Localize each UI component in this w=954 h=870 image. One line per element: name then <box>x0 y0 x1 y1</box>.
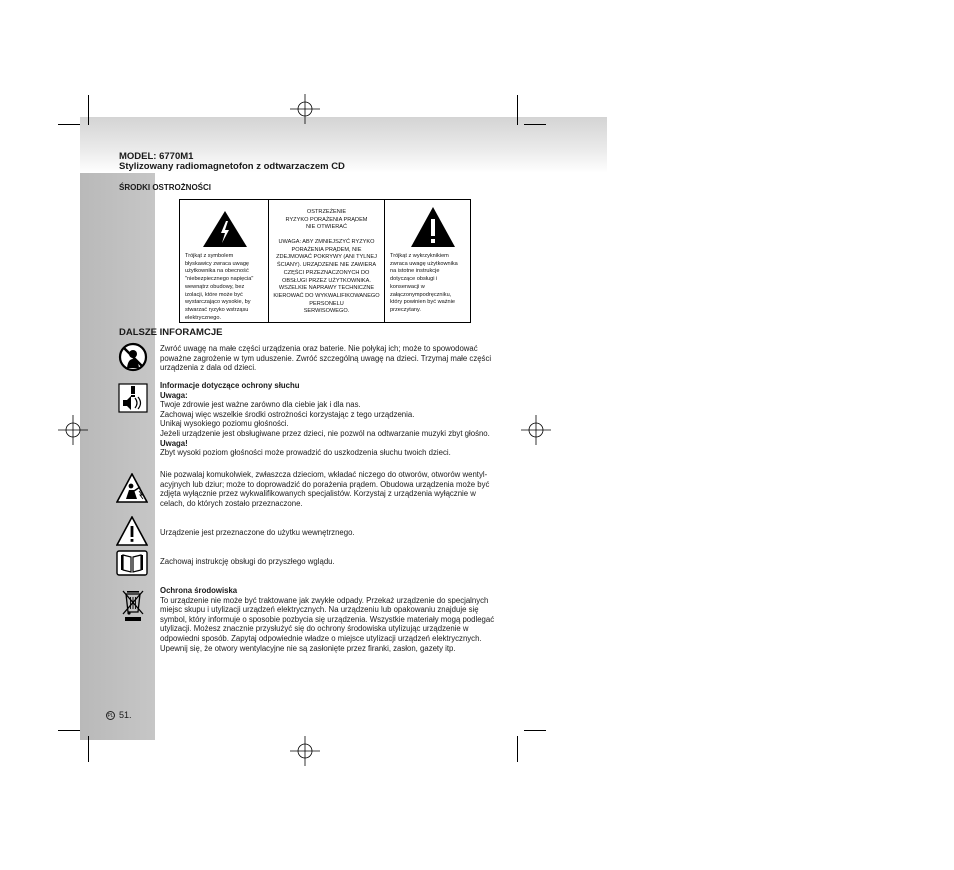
shock-warning-text: Nie pozwalaj komukolwiek, zwłaszcza dzieciom, wkładać niczego do otworów, otworów wentyl- acyjnych lub dziur; może to doprowadzić do porażenia prądem. Obudowa urządzenia może być zdjęta wyłącznie przez wykwalifikowanych specjalistów. Korzystaj z urządzenia wyłącznie w celach, do których zostało przeznaczone. <box>160 470 490 508</box>
crop-mark <box>58 730 80 731</box>
keep-manual-text: Zachowaj instrukcję obsługi do przyszłego wglądu. <box>160 557 335 566</box>
page-number: 51. <box>119 710 132 720</box>
column-divider <box>384 200 385 322</box>
hearing-section: Informacje dotyczące ochrony słuchu Uwaga: Twoje zdrowie jest ważne zarówno dla ciebie jak i dla nas. Zachowaj więc wszelkie środki ostrożności korzystając z tego urządzenia. Unikaj wysokiego poziomu głośności. Jeżeli urządzenie jest obsługiwane przez dzieci, nie pozwól na odtwarzanie muzyki zbyt głośno. Uwaga! Zbyt wysoki poziom głośności może prowadzić do uszkodzenia słuchu twoich dzieci. <box>160 381 512 458</box>
manual-book-icon <box>116 550 148 576</box>
hearing-warning-label: Uwaga! <box>160 438 188 448</box>
lightning-triangle-icon <box>202 210 248 248</box>
product-subtitle: Stylizowany radiomagnetofon z odtwarzaczem CD <box>119 161 345 172</box>
environment-title: Ochrona środowiska <box>160 586 238 595</box>
battery-warning-text: Zwróć uwagę na małe części urządzenia oraz baterie. Nie połykaj ich; może to spowodować poważne zagrożenie w tym uduszenie. Zwróć szczególną uwagę na dzieci. Trzymaj małe części urządzenia z dala od dzieci. <box>160 344 492 373</box>
crop-mark <box>88 95 89 125</box>
crop-mark <box>524 124 546 125</box>
model-title: MODEL: 6770M1 <box>119 151 194 162</box>
registration-mark-icon <box>521 415 551 445</box>
hearing-protection-icon <box>118 383 148 413</box>
hearing-title: Informacje dotyczące ochrony słuchu <box>160 381 300 390</box>
registration-mark-icon <box>290 736 320 766</box>
weee-crossed-bin-icon <box>120 588 146 622</box>
crop-mark <box>517 95 518 125</box>
precautions-heading: ŚRODKI OSTROŻNOŚCI <box>119 183 212 192</box>
warning-caution-text: UWAGA: ABY ZMNIEJSZYĆ RYZYKO PORAŻENIA PRĄDEM, NIE ZDEJMOWAĆ POKRYWY (ANI TYLNEJ ŚCIANY). URZĄDZENIE NIE ZAWIERA CZĘŚCI PRZEZNACZONYCH DO OBSŁUGI PRZEZ UŻYTKOWNIKA. WSZELKIE NAPRAWY TECHNICZNE KIEROWAĆ DO WYKWALIFIKOWANEGO PERSONELU SERWISOWEGO. <box>273 239 380 315</box>
lightning-description: Trójkąt z symbolem błyskawicy zwraca uwagę użytkownika na obecność "niebezpiecznego napięcia" wewnątrz obudowy, bez izolacji, które może być wystarczająco wysokie, by stwarzać ryzyko wstrząsu elektrycznego. <box>185 253 254 321</box>
warning-box <box>179 199 471 323</box>
electric-shock-warning-icon <box>116 473 148 503</box>
environment-section: Ochrona środowiska To urządzenie nie może być traktowane jak zwykłe odpady. Przekaż urządzenie do specjalnych miejsc skupu i utylizacji urządzeń elektrycznych. Na urządzeniu lub opakowaniu znajduje się symbol, który informuje o sposobie pozbycia się urządzenia. Wszystkie materiały mogą podlegać utylizacji. Możesz znacznie przysłużyć się do ochrony środowiska utylizując urządzenie w odpowiedni sposób. Zapytaj odpowiednie władze o miejsce utylizacji urządzeń elektrycznych. Upewnij się, że otwory wentylacyjne nie są zasłonięte przez firanki, zasłon, gazety itp. <box>160 586 520 653</box>
crop-mark <box>524 730 546 731</box>
exclamation-triangle-icon <box>410 206 456 248</box>
exclamation-description: Trójkąt z wykrzyknikiem zwraca uwagę użytkownika na istotne instrukcje dotyczące obsługi i konserwacji w załączonympodręczniku, który powinien być ważnie przeczytany. <box>390 253 458 313</box>
indoor-use-text: Urządzenie jest przeznaczone do użytku wewnętrznego. <box>160 528 355 537</box>
page-footer <box>106 710 132 720</box>
crop-mark <box>58 124 80 125</box>
registration-mark-icon <box>58 415 88 445</box>
language-badge: PL <box>107 712 114 719</box>
warning-header: OSTRZEŻENIE RYZYKO PORAŻENIA PRĄDEM NIE OTWIERAĆ <box>285 209 368 231</box>
side-band <box>80 173 155 740</box>
crop-mark <box>88 736 89 762</box>
caution-triangle-icon <box>116 516 148 546</box>
crop-mark <box>517 736 518 762</box>
registration-mark-icon <box>290 94 320 124</box>
no-small-parts-icon <box>118 342 148 372</box>
hearing-note-label: Uwaga: <box>160 390 188 400</box>
more-info-heading: DALSZE INFORAMCJE <box>119 327 223 338</box>
